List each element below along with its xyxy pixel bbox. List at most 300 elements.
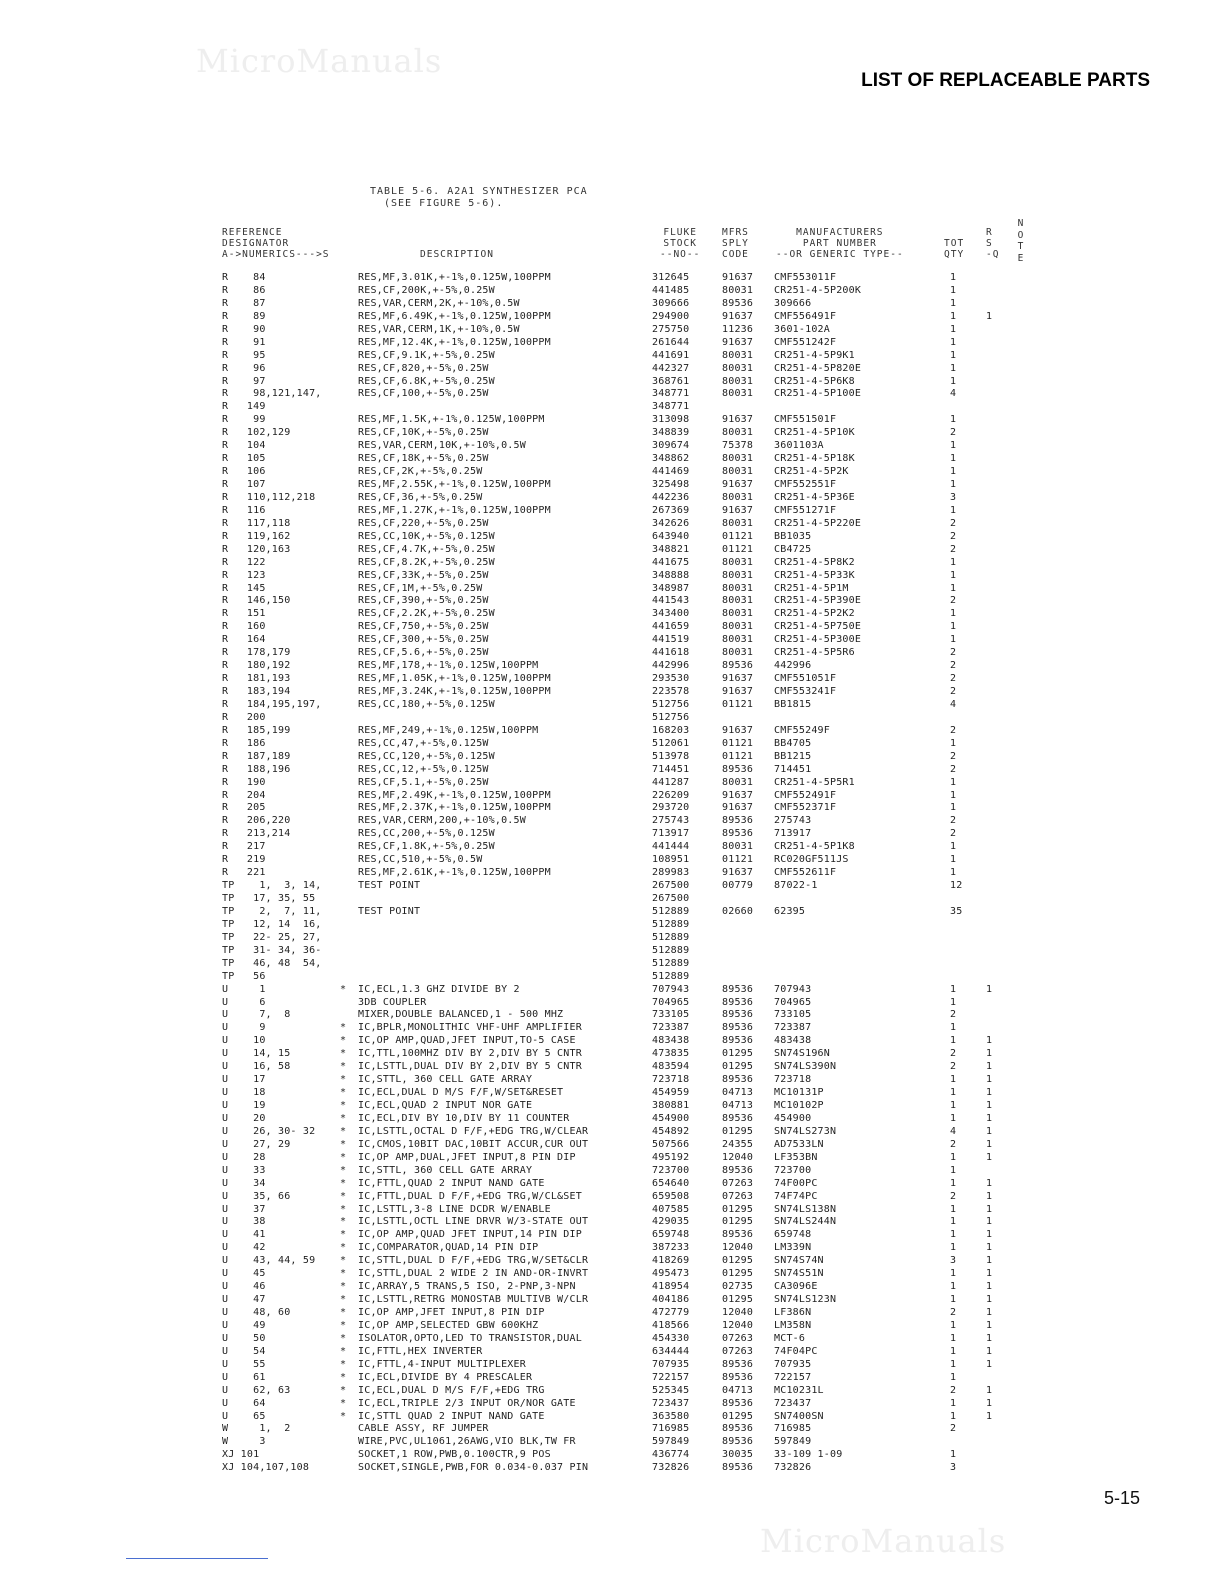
row-description: RES,CF,1.8K,+-5%,0.25W (358, 841, 495, 853)
row-fluke-stock: 495473 (652, 1268, 690, 1280)
row-reference: U 16, 58 (222, 1061, 291, 1073)
row-reference: XJ 104,107,108 (222, 1462, 310, 1474)
row-reference: R 204 (222, 789, 266, 801)
row-description: RES,CF,390,+-5%,0.25W (358, 595, 489, 607)
row-description: SOCKET,SINGLE,PWB,FOR 0.034-0.037 PIN (358, 1462, 589, 1474)
row-manufacturer-part: BB1035 (774, 530, 812, 542)
row-mfrs-code: 80031 (722, 841, 754, 853)
row-manufacturer-part: SN7400SN (774, 1410, 824, 1422)
table-row (0, 1152, 1224, 1165)
row-description: IC,OP AMP,QUAD JFET INPUT,14 PIN DIP (358, 1229, 582, 1241)
row-fluke-stock: 404186 (652, 1294, 690, 1306)
row-description: RES,CF,300,+-5%,0.25W (358, 634, 489, 646)
table-row (0, 854, 1224, 867)
row-mfrs-code: 01121 (722, 854, 754, 866)
row-fluke-stock: 313098 (652, 414, 690, 426)
row-recommended-star: * (340, 1319, 347, 1331)
row-mfrs-code: 12040 (722, 1307, 754, 1318)
row-manufacturer-part: CR251-4-5P2K2 (774, 608, 855, 620)
row-mfrs-code: 80031 (722, 556, 754, 568)
row-total-qty: 1 (950, 1164, 957, 1176)
row-recommended-star: * (340, 1100, 347, 1111)
row-description: RES,CF,200K,+-5%,0.25W (358, 284, 495, 296)
row-description: RES,CF,2.2K,+-5%,0.25W (358, 608, 495, 620)
row-fluke-stock: 342626 (652, 517, 690, 529)
row-fluke-stock: 634444 (652, 1345, 690, 1357)
row-reference: R 102,129 (222, 427, 291, 439)
row-manufacturer-part: 74F74PC (774, 1190, 818, 1202)
row-fluke-stock: 275743 (652, 815, 690, 827)
row-total-qty: 4 (950, 698, 957, 710)
table-row (0, 906, 1224, 919)
row-fluke-stock: 512061 (652, 737, 690, 749)
row-total-qty: 1 (950, 582, 957, 594)
row-fluke-stock: 643940 (652, 530, 690, 542)
row-mfrs-code: 01295 (722, 1268, 754, 1280)
table-row (0, 311, 1224, 324)
row-fluke-stock: 348987 (652, 582, 690, 594)
row-total-qty: 2 (950, 530, 957, 542)
row-mfrs-code: 89536 (722, 1423, 754, 1435)
row-reference: U 26, 30- 32 (222, 1125, 316, 1137)
row-description: IC,COMPARATOR,QUAD,14 PIN DIP (358, 1242, 539, 1254)
row-rsq: 1 (986, 1074, 993, 1086)
table-row (0, 1411, 1224, 1424)
row-reference: R 90 (222, 323, 266, 335)
table-row (0, 401, 1224, 414)
row-manufacturer-part: 62395 (774, 905, 806, 917)
row-mfrs-code: 89536 (722, 1022, 754, 1034)
row-reference: U 7, 8 (222, 1009, 291, 1021)
row-fluke-stock: 441469 (652, 466, 690, 478)
row-total-qty: 1 (950, 1100, 957, 1111)
row-reference: R 190 (222, 776, 266, 788)
row-manufacturer-part: 732826 (774, 1462, 812, 1474)
row-description: RES,CF,33K,+-5%,0.25W (358, 569, 489, 581)
table-row (0, 324, 1224, 337)
row-fluke-stock: 312645 (652, 272, 690, 283)
row-manufacturer-part: 707943 (774, 983, 812, 995)
row-fluke-stock: 513978 (652, 750, 690, 762)
row-total-qty: 2 (950, 1190, 957, 1202)
column-header-total-qty: TOT QTY (944, 238, 965, 260)
row-mfrs-code: 01121 (722, 543, 754, 555)
row-fluke-stock: 226209 (652, 789, 690, 801)
row-fluke-stock: 267500 (652, 893, 690, 904)
row-recommended-star: * (340, 1061, 347, 1073)
row-mfrs-code: 12040 (722, 1319, 754, 1331)
row-total-qty: 1 (950, 323, 957, 335)
row-description: IC,STTL,DUAL D F/F,+EDG TRG,W/SET&CLR (358, 1255, 589, 1267)
table-row (0, 1165, 1224, 1178)
row-reference: U 17 (222, 1074, 266, 1086)
row-description: RES,CF,220,+-5%,0.25W (358, 517, 489, 529)
row-mfrs-code: 91637 (722, 802, 754, 814)
table-row (0, 1009, 1224, 1022)
row-total-qty: 1 (950, 1345, 957, 1357)
row-total-qty: 1 (950, 556, 957, 568)
row-mfrs-code: 89536 (722, 1358, 754, 1370)
row-mfrs-code: 91637 (722, 504, 754, 516)
row-description: IC,ECL,DUAL D M/S F/F,W/SET&RESET (358, 1087, 564, 1099)
row-recommended-star: * (340, 1397, 347, 1409)
row-total-qty: 1 (950, 1242, 957, 1254)
footer-divider (126, 1558, 268, 1559)
row-reference: R 188,196 (222, 763, 291, 775)
row-total-qty: 3 (950, 1255, 957, 1267)
row-fluke-stock: 495192 (652, 1151, 690, 1163)
parts-table (0, 272, 1224, 1475)
table-row (0, 1359, 1224, 1372)
row-fluke-stock: 722157 (652, 1371, 690, 1383)
row-fluke-stock: 368761 (652, 375, 690, 387)
row-description: RES,MF,6.49K,+-1%,0.125W,100PPM (358, 310, 551, 322)
row-reference: U 41 (222, 1229, 266, 1241)
row-mfrs-code: 89536 (722, 983, 754, 995)
row-manufacturer-part: 704965 (774, 996, 812, 1008)
row-manufacturer-part: CR251-4-5P820E (774, 362, 862, 374)
row-recommended-star: * (340, 1242, 347, 1254)
row-recommended-star: * (340, 1190, 347, 1202)
row-reference: U 62, 63 (222, 1384, 291, 1396)
column-header-fluke-stock: FLUKE STOCK --NO-- (660, 227, 701, 260)
row-reference: W 1, 2 (222, 1423, 291, 1435)
row-manufacturer-part: CR251-4-5P1M (774, 582, 849, 594)
row-fluke-stock: 267500 (652, 880, 690, 892)
row-rsq: 1 (986, 1358, 993, 1370)
row-rsq: 1 (986, 1410, 993, 1422)
table-row (0, 790, 1224, 803)
row-mfrs-code: 01295 (722, 1061, 754, 1073)
row-reference: R 105 (222, 453, 266, 465)
table-row (0, 919, 1224, 932)
row-total-qty: 12 (950, 880, 963, 892)
row-description: RES,CC,120,+-5%,0.125W (358, 750, 495, 762)
row-reference: R 178,179 (222, 647, 291, 659)
row-reference: U 1 (222, 983, 266, 995)
row-reference: U 64 (222, 1397, 266, 1409)
row-rsq: 1 (986, 1216, 993, 1228)
row-manufacturer-part: CR251-4-5P9K1 (774, 349, 855, 361)
row-mfrs-code: 91637 (722, 310, 754, 322)
row-mfrs-code: 80031 (722, 621, 754, 633)
row-reference: R 213,214 (222, 828, 291, 840)
row-description: RES,CC,200,+-5%,0.125W (358, 828, 495, 840)
row-reference: R 116 (222, 504, 266, 516)
row-reference: U 49 (222, 1319, 266, 1331)
table-row (0, 1436, 1224, 1449)
row-total-qty: 1 (950, 1022, 957, 1034)
row-manufacturer-part: 454900 (774, 1112, 812, 1124)
table-row (0, 1139, 1224, 1152)
row-description: RES,MF,12.4K,+-1%,0.125W,100PPM (358, 336, 551, 348)
row-rsq: 1 (986, 1138, 993, 1150)
table-row (0, 1385, 1224, 1398)
row-mfrs-code: 80031 (722, 582, 754, 594)
row-fluke-stock: 363580 (652, 1410, 690, 1422)
row-description: RES,VAR,CERM,10K,+-10%,0.5W (358, 440, 526, 452)
row-description: IC,LSTTL,RETRG MONOSTAB MULTIVB W/CLR (358, 1294, 589, 1306)
row-description: RES,CF,6.8K,+-5%,0.25W (358, 375, 495, 387)
row-total-qty: 2 (950, 1384, 957, 1396)
row-manufacturer-part: 722157 (774, 1371, 812, 1383)
row-manufacturer-part: SN74LS390N (774, 1061, 837, 1073)
row-recommended-star: * (340, 1164, 347, 1176)
row-mfrs-code: 89536 (722, 297, 754, 309)
row-mfrs-code: 91637 (722, 724, 754, 736)
row-total-qty: 1 (950, 1087, 957, 1099)
row-fluke-stock: 429035 (652, 1216, 690, 1228)
row-reference: U 46 (222, 1281, 266, 1293)
row-mfrs-code: 80031 (722, 375, 754, 387)
table-row (0, 1074, 1224, 1087)
table-row (0, 802, 1224, 815)
row-description: CABLE ASSY, RF JUMPER (358, 1423, 489, 1435)
row-manufacturer-part: 3601-102A (774, 323, 830, 335)
row-total-qty: 2 (950, 543, 957, 555)
table-row (0, 1462, 1224, 1475)
row-rsq: 1 (986, 1087, 993, 1099)
row-reference: U 45 (222, 1268, 266, 1280)
table-subtitle: (SEE FIGURE 5-6). (384, 198, 504, 209)
row-fluke-stock: 442236 (652, 491, 690, 503)
table-row (0, 376, 1224, 389)
row-total-qty: 1 (950, 349, 957, 361)
row-fluke-stock: 293720 (652, 802, 690, 814)
row-manufacturer-part: SN74S74N (774, 1255, 824, 1267)
row-manufacturer-part: CR251-4-5P8K2 (774, 556, 855, 568)
table-title: TABLE 5-6. A2A1 SYNTHESIZER PCA (370, 186, 588, 197)
table-row (0, 1255, 1224, 1268)
row-reference: TP 2, 7, 11, (222, 905, 322, 917)
row-recommended-star: * (340, 1332, 347, 1344)
table-row (0, 1126, 1224, 1139)
page-number: 5-15 (1103, 1488, 1140, 1508)
row-reference: R 122 (222, 556, 266, 568)
row-fluke-stock: 168203 (652, 724, 690, 736)
row-fluke-stock: 707935 (652, 1358, 690, 1370)
row-total-qty: 2 (950, 1138, 957, 1150)
row-fluke-stock: 108951 (652, 854, 690, 866)
row-mfrs-code: 89536 (722, 763, 754, 775)
row-reference: XJ 101 (222, 1449, 260, 1461)
row-description: IC,FTTL,HEX INVERTER (358, 1345, 483, 1357)
column-header-mfrs-code: MFRS SPLY CODE (722, 227, 749, 260)
row-total-qty: 1 (950, 1268, 957, 1280)
row-mfrs-code: 07263 (722, 1177, 754, 1189)
table-row (0, 1216, 1224, 1229)
row-reference: R 183,194 (222, 686, 291, 697)
row-fluke-stock: 733105 (652, 1009, 690, 1021)
row-manufacturer-part: CR251-4-5P5R6 (774, 647, 855, 659)
table-row (0, 673, 1224, 686)
table-row (0, 518, 1224, 531)
row-description: IC,OP AMP,JFET INPUT,8 PIN DIP (358, 1307, 545, 1318)
row-description: RES,MF,3.01K,+-1%,0.125W,100PPM (358, 272, 551, 283)
row-reference: TP 1, 3, 14, (222, 880, 322, 892)
row-reference: R 181,193 (222, 673, 291, 685)
row-manufacturer-part: MC10131P (774, 1087, 824, 1099)
row-manufacturer-part: CMF553011F (774, 272, 837, 283)
table-row (0, 557, 1224, 570)
table-row (0, 440, 1224, 453)
row-mfrs-code: 01295 (722, 1294, 754, 1306)
row-manufacturer-part: LM339N (774, 1242, 812, 1254)
row-reference: R 99 (222, 414, 266, 426)
row-reference: U 19 (222, 1100, 266, 1111)
table-row (0, 958, 1224, 971)
table-row (0, 738, 1224, 751)
row-description: IC,FTTL,QUAD 2 INPUT NAND GATE (358, 1177, 545, 1189)
row-fluke-stock: 704965 (652, 996, 690, 1008)
table-caption (370, 186, 588, 210)
row-manufacturer-part: BB4705 (774, 737, 812, 749)
row-manufacturer-part: SN74S196N (774, 1048, 830, 1060)
row-recommended-star: * (340, 1035, 347, 1047)
row-description: TEST POINT (358, 880, 421, 892)
row-fluke-stock: 723387 (652, 1022, 690, 1034)
row-recommended-star: * (340, 1410, 347, 1422)
row-total-qty: 1 (950, 789, 957, 801)
row-rsq: 1 (986, 1281, 993, 1293)
row-recommended-star: * (340, 1371, 347, 1383)
row-total-qty: 1 (950, 1294, 957, 1306)
row-reference: R 146,150 (222, 595, 291, 607)
row-manufacturer-part: 659748 (774, 1229, 812, 1241)
row-manufacturer-part: CR251-4-5P200K (774, 284, 862, 296)
row-description: IC,STTL,DUAL 2 WIDE 2 IN AND-OR-INVRT (358, 1268, 589, 1280)
row-fluke-stock: 348771 (652, 388, 690, 400)
row-manufacturer-part: SN74LS273N (774, 1125, 837, 1137)
row-total-qty: 2 (950, 1009, 957, 1021)
row-total-qty: 2 (950, 660, 957, 672)
row-total-qty: 1 (950, 440, 957, 452)
table-row (0, 1281, 1224, 1294)
row-total-qty: 2 (950, 673, 957, 685)
page-header-title: LIST OF REPLACEABLE PARTS (861, 70, 1150, 91)
table-row (0, 725, 1224, 738)
row-total-qty: 2 (950, 427, 957, 439)
row-recommended-star: * (340, 1022, 347, 1034)
row-manufacturer-part: CMF552491F (774, 789, 837, 801)
row-mfrs-code: 80031 (722, 595, 754, 607)
row-mfrs-code: 04713 (722, 1384, 754, 1396)
row-total-qty: 1 (950, 1319, 957, 1331)
row-manufacturer-part: 707935 (774, 1358, 812, 1370)
row-total-qty: 1 (950, 1177, 957, 1189)
row-total-qty: 1 (950, 336, 957, 348)
row-recommended-star: * (340, 1281, 347, 1293)
row-mfrs-code: 91637 (722, 272, 754, 283)
row-reference: W 3 (222, 1436, 266, 1448)
row-fluke-stock: 723700 (652, 1164, 690, 1176)
table-row (0, 971, 1224, 984)
row-description: WIRE,PVC,UL1061,26AWG,VIO BLK,TW FR (358, 1436, 576, 1448)
table-row (0, 777, 1224, 790)
row-fluke-stock: 294900 (652, 310, 690, 322)
row-description: IC,STTL, 360 CELL GATE ARRAY (358, 1074, 533, 1086)
row-fluke-stock: 714451 (652, 763, 690, 775)
row-manufacturer-part: CR251-4-5P750E (774, 621, 862, 633)
table-row (0, 337, 1224, 350)
row-reference: U 35, 66 (222, 1190, 291, 1202)
row-mfrs-code: 80031 (722, 466, 754, 478)
row-rsq: 1 (986, 983, 993, 995)
row-reference: U 34 (222, 1177, 266, 1189)
row-total-qty: 1 (950, 272, 957, 283)
row-mfrs-code: 91637 (722, 336, 754, 348)
table-row (0, 686, 1224, 699)
row-reference: U 33 (222, 1164, 266, 1176)
row-total-qty: 1 (950, 634, 957, 646)
table-row (0, 272, 1224, 285)
table-row (0, 932, 1224, 945)
row-fluke-stock: 512889 (652, 957, 690, 969)
row-description: RES,CF,100,+-5%,0.25W (358, 388, 489, 400)
row-description: RES,MF,178,+-1%,0.125W,100PPM (358, 660, 539, 672)
row-mfrs-code: 89536 (722, 1074, 754, 1086)
row-total-qty: 1 (950, 479, 957, 490)
table-row (0, 1229, 1224, 1242)
table-row (0, 647, 1224, 660)
row-description: RES,CC,10K,+-5%,0.125W (358, 530, 495, 542)
row-fluke-stock: 309666 (652, 297, 690, 309)
row-mfrs-code: 91637 (722, 673, 754, 685)
row-manufacturer-part: CR251-4-5P10K (774, 427, 855, 439)
row-total-qty: 1 (950, 802, 957, 814)
row-fluke-stock: 343400 (652, 608, 690, 620)
table-row (0, 828, 1224, 841)
table-row (0, 1398, 1224, 1411)
row-reference: TP 46, 48 54, (222, 957, 322, 969)
row-description: RES,VAR,CERM,200,+-10%,0.5W (358, 815, 526, 827)
row-fluke-stock: 659748 (652, 1229, 690, 1241)
row-manufacturer-part: 723437 (774, 1397, 812, 1409)
row-reference: R 160 (222, 621, 266, 633)
row-description: IC,ECL,QUAD 2 INPUT NOR GATE (358, 1100, 533, 1111)
row-fluke-stock: 483438 (652, 1035, 690, 1047)
row-description: RES,MF,2.37K,+-1%,0.125W,100PPM (358, 802, 551, 814)
row-manufacturer-part: SN74LS244N (774, 1216, 837, 1228)
row-mfrs-code: 07263 (722, 1345, 754, 1357)
row-total-qty: 1 (950, 1229, 957, 1241)
row-reference: R 96 (222, 362, 266, 374)
table-row (0, 1087, 1224, 1100)
row-recommended-star: * (340, 1138, 347, 1150)
row-total-qty: 1 (950, 297, 957, 309)
row-reference: U 27, 29 (222, 1138, 291, 1150)
row-mfrs-code: 04713 (722, 1100, 754, 1111)
row-fluke-stock: 418566 (652, 1319, 690, 1331)
row-recommended-star: * (340, 983, 347, 995)
row-description: RES,CF,4.7K,+-5%,0.25W (358, 543, 495, 555)
table-row (0, 984, 1224, 997)
row-fluke-stock: 597849 (652, 1436, 690, 1448)
row-manufacturer-part: 713917 (774, 828, 812, 840)
row-fluke-stock: 716985 (652, 1423, 690, 1435)
table-row (0, 453, 1224, 466)
row-reference: R 95 (222, 349, 266, 361)
row-description: RES,CF,750,+-5%,0.25W (358, 621, 489, 633)
row-mfrs-code: 89536 (722, 1436, 754, 1448)
row-total-qty: 2 (950, 1423, 957, 1435)
row-fluke-stock: 441485 (652, 284, 690, 296)
table-row (0, 1346, 1224, 1359)
table-row (0, 634, 1224, 647)
row-mfrs-code: 80031 (722, 349, 754, 361)
row-mfrs-code: 80031 (722, 453, 754, 465)
row-manufacturer-part: 3601103A (774, 440, 824, 452)
